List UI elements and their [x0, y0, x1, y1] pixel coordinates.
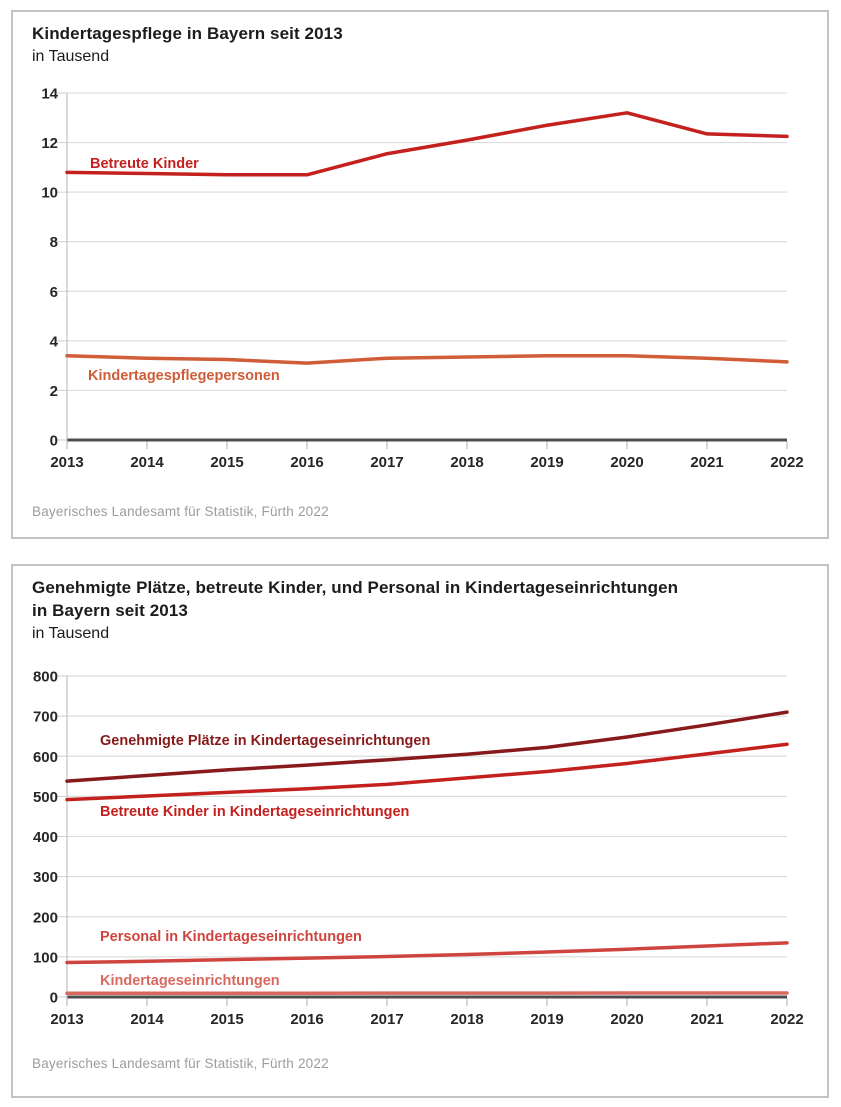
chart-panel-kindertagespflege [11, 10, 829, 539]
x-axis-tick-label: 2021 [690, 454, 724, 471]
chart-subtitle: in Tausend [32, 625, 110, 642]
chart-source: Bayerisches Landesamt für Statistik, Fürth 2022 [32, 1056, 329, 1071]
x-axis-tick-label: 2013 [50, 1011, 84, 1028]
chart-subtitle: in Tausend [32, 48, 110, 65]
y-axis-tick-label: 10 [41, 184, 58, 202]
y-axis-tick-label: 400 [32, 829, 58, 846]
y-axis-tick-label: 12 [41, 135, 58, 153]
chart-title-line1: Genehmigte Plätze, betreute Kinder, und Personal in Kindertageseinrichtungen [32, 578, 679, 597]
series-inline-label: Personal in Kindertageseinrichtungen [100, 929, 362, 945]
y-axis-tick-label: 600 [32, 748, 58, 766]
x-axis-tick-label: 2018 [450, 1011, 484, 1028]
series-inline-label: Genehmigte Plätze in Kindertageseinrichtungen [100, 733, 431, 749]
series-inline-label: Betreute Kinder [90, 156, 199, 172]
x-axis-tick-label: 2022 [770, 454, 804, 471]
y-axis-tick-label: 300 [32, 869, 58, 887]
x-axis-tick-label: 2020 [610, 1011, 644, 1028]
series-inline-label: Betreute Kinder in Kindertageseinrichtungen [100, 804, 410, 820]
y-axis-tick-label: 700 [32, 708, 58, 726]
x-axis-tick-label: 2013 [50, 454, 84, 471]
x-axis-tick-label: 2015 [210, 1011, 244, 1028]
y-axis-tick-label: 200 [32, 909, 58, 927]
y-axis-tick-label: 800 [32, 668, 58, 686]
series-inline-label: Kindertageseinrichtungen [100, 973, 280, 989]
line-chart-kindertagespflege [13, 12, 827, 537]
x-axis-tick-label: 2014 [130, 454, 164, 471]
chart-panel-kindertageseinrichtungen [11, 564, 829, 1098]
y-axis-tick-label: 14 [41, 85, 58, 103]
series-inline-label: Kindertagespflegepersonen [88, 368, 280, 384]
y-axis-tick-label: 0 [49, 989, 58, 1007]
y-axis-tick-label: 6 [49, 283, 58, 301]
y-axis-tick-label: 0 [49, 432, 58, 450]
series-line [67, 356, 787, 363]
x-axis-tick-label: 2019 [530, 454, 564, 471]
x-axis-tick-label: 2020 [610, 454, 644, 471]
y-axis-tick-label: 500 [32, 788, 58, 806]
y-axis-tick-label: 4 [49, 333, 58, 351]
chart-title-line1: Kindertagespflege in Bayern seit 2013 [32, 24, 343, 43]
x-axis-tick-label: 2019 [530, 1011, 564, 1028]
y-axis-tick-label: 100 [32, 949, 58, 967]
x-axis-tick-label: 2022 [770, 1011, 804, 1028]
x-axis-tick-label: 2017 [370, 454, 404, 471]
y-axis-tick-label: 2 [49, 382, 58, 400]
y-axis-tick-label: 8 [49, 234, 58, 252]
line-chart-kindertageseinrichtungen [13, 566, 827, 1096]
x-axis-tick-label: 2018 [450, 454, 484, 471]
x-axis-tick-label: 2016 [290, 1011, 324, 1028]
chart-source: Bayerisches Landesamt für Statistik, Fürth 2022 [32, 504, 329, 519]
x-axis-tick-label: 2015 [210, 454, 244, 471]
x-axis-tick-label: 2016 [290, 454, 324, 471]
x-axis-tick-label: 2021 [690, 1011, 724, 1028]
x-axis-tick-label: 2014 [130, 1011, 164, 1028]
chart-title-line2: in Bayern seit 2013 [32, 601, 188, 620]
x-axis-tick-label: 2017 [370, 1011, 404, 1028]
series-line [67, 943, 787, 963]
